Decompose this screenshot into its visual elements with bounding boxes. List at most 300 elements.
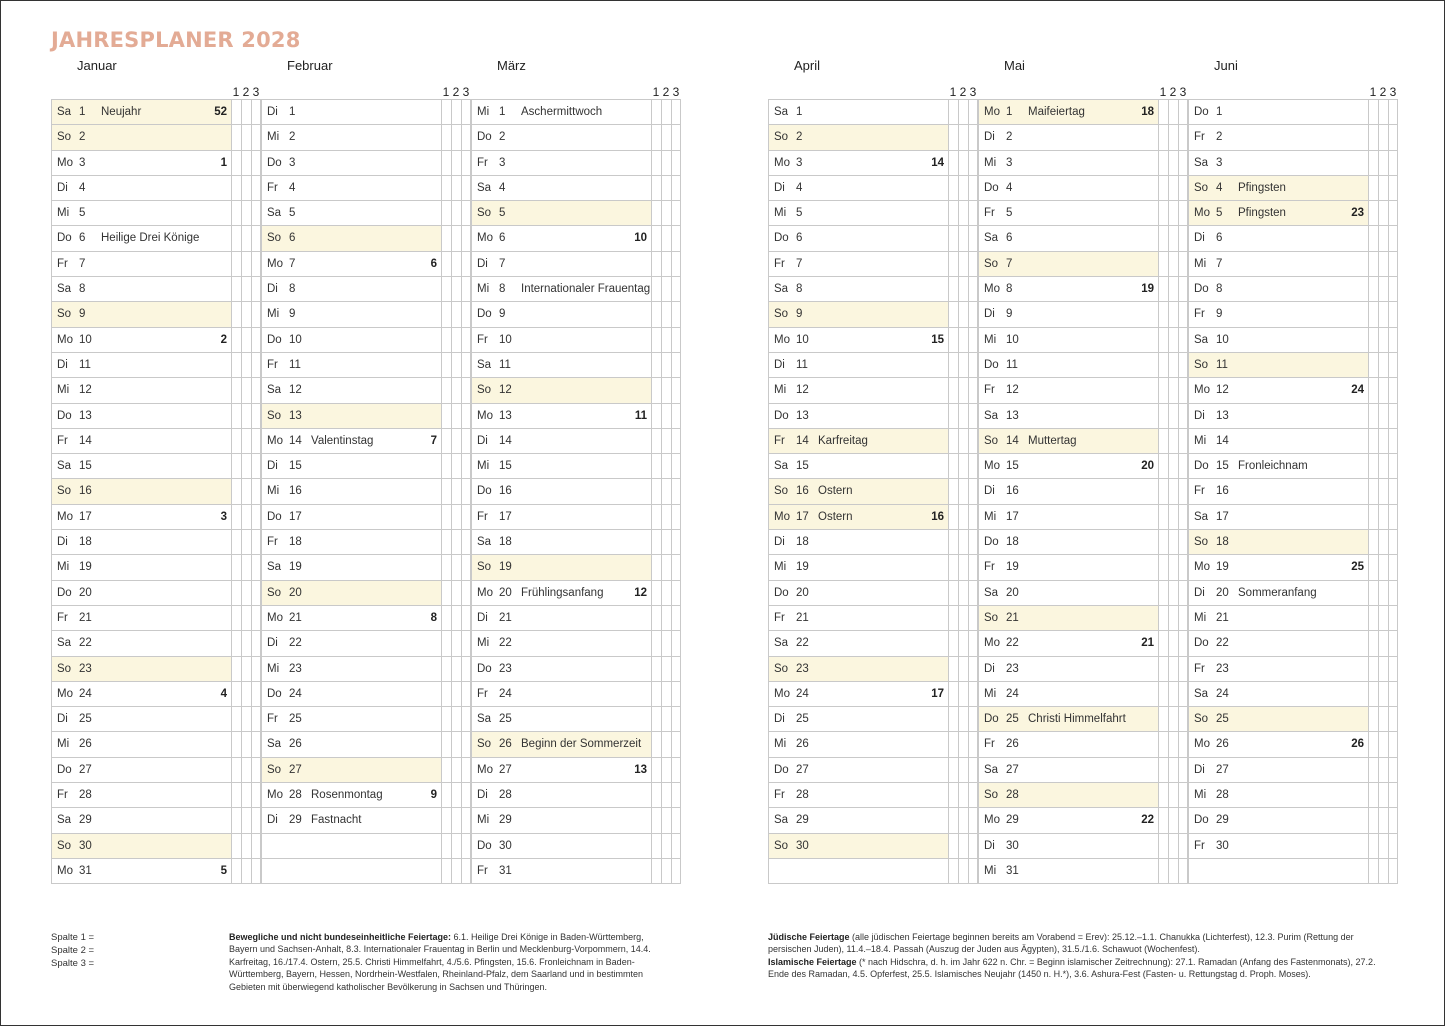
note-column-cell[interactable] — [231, 581, 241, 605]
note-column-cell[interactable] — [451, 859, 461, 883]
note-column-cell[interactable] — [251, 151, 261, 175]
note-column-cell[interactable] — [451, 404, 461, 428]
day-cell[interactable] — [51, 378, 231, 402]
note-column-cell[interactable] — [441, 176, 451, 200]
note-column-cell[interactable] — [1388, 100, 1398, 124]
day-cell[interactable] — [978, 151, 1158, 175]
note-column-cell[interactable] — [651, 353, 661, 377]
day-cell[interactable] — [261, 834, 441, 858]
note-column-cell[interactable] — [958, 555, 968, 579]
note-column-cell[interactable] — [461, 378, 471, 402]
note-column-cell[interactable] — [241, 859, 251, 883]
note-column-cell[interactable] — [231, 125, 241, 149]
note-column-cell[interactable] — [1158, 555, 1168, 579]
note-column-cell[interactable] — [461, 479, 471, 503]
note-column-cell[interactable] — [661, 252, 671, 276]
note-column-cell[interactable] — [251, 454, 261, 478]
note-column-cell[interactable] — [451, 834, 461, 858]
note-column-cell[interactable] — [1368, 834, 1378, 858]
note-column-cell[interactable] — [958, 454, 968, 478]
day-cell[interactable] — [768, 682, 948, 706]
note-column-cell[interactable] — [661, 328, 671, 352]
note-column-cell[interactable] — [1178, 783, 1188, 807]
note-column-cell[interactable] — [1168, 707, 1178, 731]
note-column-cell[interactable] — [251, 859, 261, 883]
note-column-cell[interactable] — [661, 707, 671, 731]
note-column-cell[interactable] — [948, 151, 958, 175]
day-cell[interactable] — [768, 758, 948, 782]
day-cell[interactable] — [978, 353, 1158, 377]
note-column-cell[interactable] — [1388, 176, 1398, 200]
note-column-cell[interactable] — [1388, 581, 1398, 605]
note-column-cell[interactable] — [1168, 454, 1178, 478]
day-cell[interactable] — [978, 834, 1158, 858]
note-column-cell[interactable] — [958, 682, 968, 706]
note-column-cell[interactable] — [651, 631, 661, 655]
note-column-cell[interactable] — [948, 555, 958, 579]
note-column-cell[interactable] — [441, 783, 451, 807]
day-cell[interactable] — [768, 808, 948, 832]
note-column-cell[interactable] — [231, 151, 241, 175]
note-column-cell[interactable] — [968, 353, 978, 377]
note-column-cell[interactable] — [958, 834, 968, 858]
note-column-cell[interactable] — [651, 707, 661, 731]
day-cell[interactable] — [261, 707, 441, 731]
note-column-cell[interactable] — [968, 834, 978, 858]
note-column-cell[interactable] — [958, 201, 968, 225]
note-column-cell[interactable] — [1368, 479, 1378, 503]
day-cell[interactable] — [768, 151, 948, 175]
note-column-cell[interactable] — [441, 404, 451, 428]
note-column-cell[interactable] — [451, 454, 461, 478]
note-column-cell[interactable] — [461, 657, 471, 681]
day-cell[interactable] — [1188, 353, 1368, 377]
note-column-cell[interactable] — [948, 530, 958, 554]
note-column-cell[interactable] — [958, 631, 968, 655]
note-column-cell[interactable] — [671, 479, 681, 503]
note-column-cell[interactable] — [251, 631, 261, 655]
day-cell[interactable] — [261, 479, 441, 503]
note-column-cell[interactable] — [1168, 429, 1178, 453]
day-cell[interactable] — [51, 176, 231, 200]
note-column-cell[interactable] — [231, 404, 241, 428]
note-column-cell[interactable] — [241, 151, 251, 175]
note-column-cell[interactable] — [661, 100, 671, 124]
note-column-cell[interactable] — [451, 758, 461, 782]
note-column-cell[interactable] — [948, 732, 958, 756]
day-cell[interactable] — [978, 555, 1158, 579]
note-column-cell[interactable] — [651, 302, 661, 326]
note-column-cell[interactable] — [651, 378, 661, 402]
note-column-cell[interactable] — [671, 808, 681, 832]
note-column-cell[interactable] — [651, 125, 661, 149]
day-cell[interactable] — [978, 631, 1158, 655]
note-column-cell[interactable] — [441, 606, 451, 630]
note-column-cell[interactable] — [1378, 479, 1388, 503]
day-cell[interactable] — [471, 530, 651, 554]
day-cell[interactable] — [261, 581, 441, 605]
note-column-cell[interactable] — [661, 201, 671, 225]
note-column-cell[interactable] — [671, 859, 681, 883]
note-column-cell[interactable] — [1388, 505, 1398, 529]
note-column-cell[interactable] — [1158, 682, 1168, 706]
day-cell[interactable] — [1188, 555, 1368, 579]
day-cell[interactable] — [978, 859, 1158, 883]
note-column-cell[interactable] — [661, 555, 671, 579]
note-column-cell[interactable] — [441, 505, 451, 529]
note-column-cell[interactable] — [948, 100, 958, 124]
note-column-cell[interactable] — [661, 530, 671, 554]
note-column-cell[interactable] — [651, 555, 661, 579]
note-column-cell[interactable] — [948, 479, 958, 503]
day-cell[interactable] — [51, 555, 231, 579]
note-column-cell[interactable] — [461, 404, 471, 428]
note-column-cell[interactable] — [251, 505, 261, 529]
note-column-cell[interactable] — [671, 505, 681, 529]
note-column-cell[interactable] — [1168, 732, 1178, 756]
note-column-cell[interactable] — [1368, 328, 1378, 352]
note-column-cell[interactable] — [671, 834, 681, 858]
note-column-cell[interactable] — [661, 783, 671, 807]
note-column-cell[interactable] — [958, 404, 968, 428]
note-column-cell[interactable] — [461, 682, 471, 706]
day-cell[interactable] — [471, 151, 651, 175]
day-cell[interactable] — [978, 707, 1158, 731]
note-column-cell[interactable] — [1388, 732, 1398, 756]
note-column-cell[interactable] — [948, 328, 958, 352]
day-cell[interactable] — [1188, 201, 1368, 225]
note-column-cell[interactable] — [1388, 302, 1398, 326]
note-column-cell[interactable] — [1158, 657, 1168, 681]
note-column-cell[interactable] — [251, 302, 261, 326]
note-column-cell[interactable] — [441, 151, 451, 175]
note-column-cell[interactable] — [241, 530, 251, 554]
note-column-cell[interactable] — [958, 530, 968, 554]
note-column-cell[interactable] — [958, 808, 968, 832]
day-cell[interactable] — [261, 151, 441, 175]
note-column-cell[interactable] — [441, 201, 451, 225]
day-cell[interactable] — [51, 252, 231, 276]
note-column-cell[interactable] — [1388, 657, 1398, 681]
note-column-cell[interactable] — [651, 277, 661, 301]
note-column-cell[interactable] — [948, 682, 958, 706]
day-cell[interactable] — [1188, 581, 1368, 605]
note-column-cell[interactable] — [1378, 125, 1388, 149]
note-column-cell[interactable] — [968, 429, 978, 453]
note-column-cell[interactable] — [1168, 783, 1178, 807]
note-column-cell[interactable] — [241, 732, 251, 756]
day-cell[interactable] — [768, 277, 948, 301]
day-cell[interactable] — [768, 100, 948, 124]
note-column-cell[interactable] — [231, 631, 241, 655]
day-cell[interactable] — [978, 302, 1158, 326]
note-column-cell[interactable] — [948, 505, 958, 529]
note-column-cell[interactable] — [968, 302, 978, 326]
note-column-cell[interactable] — [671, 125, 681, 149]
note-column-cell[interactable] — [441, 581, 451, 605]
note-column-cell[interactable] — [1388, 479, 1398, 503]
day-cell[interactable] — [1188, 404, 1368, 428]
note-column-cell[interactable] — [1178, 353, 1188, 377]
note-column-cell[interactable] — [1378, 555, 1388, 579]
note-column-cell[interactable] — [1178, 657, 1188, 681]
note-column-cell[interactable] — [1168, 682, 1178, 706]
note-column-cell[interactable] — [661, 479, 671, 503]
day-cell[interactable] — [471, 631, 651, 655]
day-cell[interactable] — [51, 328, 231, 352]
note-column-cell[interactable] — [1368, 353, 1378, 377]
note-column-cell[interactable] — [451, 100, 461, 124]
note-column-cell[interactable] — [451, 378, 461, 402]
note-column-cell[interactable] — [671, 252, 681, 276]
note-column-cell[interactable] — [441, 125, 451, 149]
note-column-cell[interactable] — [231, 328, 241, 352]
note-column-cell[interactable] — [1368, 226, 1378, 250]
note-column-cell[interactable] — [251, 176, 261, 200]
day-cell[interactable] — [978, 277, 1158, 301]
note-column-cell[interactable] — [1368, 378, 1378, 402]
day-cell[interactable] — [261, 378, 441, 402]
day-cell[interactable] — [1188, 758, 1368, 782]
note-column-cell[interactable] — [1158, 302, 1168, 326]
day-cell[interactable] — [261, 505, 441, 529]
day-cell[interactable] — [471, 353, 651, 377]
note-column-cell[interactable] — [1178, 176, 1188, 200]
day-cell[interactable] — [471, 226, 651, 250]
note-column-cell[interactable] — [958, 378, 968, 402]
note-column-cell[interactable] — [1168, 353, 1178, 377]
note-column-cell[interactable] — [1178, 732, 1188, 756]
note-column-cell[interactable] — [1378, 302, 1388, 326]
note-column-cell[interactable] — [1378, 808, 1388, 832]
day-cell[interactable] — [978, 783, 1158, 807]
note-column-cell[interactable] — [451, 479, 461, 503]
note-column-cell[interactable] — [968, 151, 978, 175]
note-column-cell[interactable] — [1368, 783, 1378, 807]
note-column-cell[interactable] — [1178, 226, 1188, 250]
note-column-cell[interactable] — [968, 530, 978, 554]
day-cell[interactable] — [1188, 125, 1368, 149]
note-column-cell[interactable] — [231, 732, 241, 756]
note-column-cell[interactable] — [968, 277, 978, 301]
day-cell[interactable] — [978, 657, 1158, 681]
note-column-cell[interactable] — [1368, 505, 1378, 529]
day-cell[interactable] — [471, 657, 651, 681]
day-cell[interactable] — [978, 682, 1158, 706]
day-cell[interactable] — [768, 404, 948, 428]
note-column-cell[interactable] — [958, 252, 968, 276]
note-column-cell[interactable] — [461, 581, 471, 605]
note-column-cell[interactable] — [968, 100, 978, 124]
note-column-cell[interactable] — [1168, 176, 1178, 200]
note-column-cell[interactable] — [1178, 252, 1188, 276]
note-column-cell[interactable] — [1178, 125, 1188, 149]
note-column-cell[interactable] — [671, 404, 681, 428]
note-column-cell[interactable] — [231, 277, 241, 301]
note-column-cell[interactable] — [461, 808, 471, 832]
note-column-cell[interactable] — [461, 277, 471, 301]
note-column-cell[interactable] — [441, 378, 451, 402]
note-column-cell[interactable] — [251, 581, 261, 605]
note-column-cell[interactable] — [661, 631, 671, 655]
day-cell[interactable] — [1188, 277, 1368, 301]
day-cell[interactable] — [1188, 100, 1368, 124]
day-cell[interactable] — [471, 783, 651, 807]
note-column-cell[interactable] — [441, 707, 451, 731]
day-cell[interactable] — [978, 808, 1158, 832]
day-cell[interactable] — [978, 505, 1158, 529]
note-column-cell[interactable] — [1168, 859, 1178, 883]
day-cell[interactable] — [768, 859, 948, 883]
note-column-cell[interactable] — [461, 530, 471, 554]
note-column-cell[interactable] — [251, 783, 261, 807]
day-cell[interactable] — [768, 505, 948, 529]
note-column-cell[interactable] — [451, 277, 461, 301]
note-column-cell[interactable] — [461, 328, 471, 352]
day-cell[interactable] — [978, 226, 1158, 250]
note-column-cell[interactable] — [1368, 201, 1378, 225]
note-column-cell[interactable] — [671, 732, 681, 756]
day-cell[interactable] — [1188, 454, 1368, 478]
day-cell[interactable] — [1188, 631, 1368, 655]
day-cell[interactable] — [51, 732, 231, 756]
day-cell[interactable] — [261, 859, 441, 883]
day-cell[interactable] — [978, 758, 1158, 782]
day-cell[interactable] — [261, 252, 441, 276]
note-column-cell[interactable] — [671, 530, 681, 554]
note-column-cell[interactable] — [1368, 581, 1378, 605]
note-column-cell[interactable] — [1178, 859, 1188, 883]
note-column-cell[interactable] — [1388, 353, 1398, 377]
note-column-cell[interactable] — [251, 226, 261, 250]
note-column-cell[interactable] — [968, 732, 978, 756]
note-column-cell[interactable] — [231, 201, 241, 225]
day-cell[interactable] — [51, 404, 231, 428]
note-column-cell[interactable] — [1178, 682, 1188, 706]
note-column-cell[interactable] — [661, 808, 671, 832]
note-column-cell[interactable] — [461, 302, 471, 326]
note-column-cell[interactable] — [1158, 404, 1168, 428]
day-cell[interactable] — [768, 125, 948, 149]
note-column-cell[interactable] — [1158, 808, 1168, 832]
note-column-cell[interactable] — [441, 834, 451, 858]
note-column-cell[interactable] — [231, 682, 241, 706]
day-cell[interactable] — [51, 429, 231, 453]
note-column-cell[interactable] — [651, 581, 661, 605]
day-cell[interactable] — [51, 100, 231, 124]
note-column-cell[interactable] — [968, 176, 978, 200]
note-column-cell[interactable] — [651, 530, 661, 554]
note-column-cell[interactable] — [1388, 606, 1398, 630]
note-column-cell[interactable] — [651, 682, 661, 706]
note-column-cell[interactable] — [451, 530, 461, 554]
day-cell[interactable] — [1188, 252, 1368, 276]
note-column-cell[interactable] — [968, 758, 978, 782]
note-column-cell[interactable] — [441, 808, 451, 832]
note-column-cell[interactable] — [1158, 226, 1168, 250]
day-cell[interactable] — [51, 783, 231, 807]
note-column-cell[interactable] — [251, 378, 261, 402]
day-cell[interactable] — [768, 631, 948, 655]
note-column-cell[interactable] — [441, 682, 451, 706]
note-column-cell[interactable] — [461, 758, 471, 782]
note-column-cell[interactable] — [1368, 530, 1378, 554]
day-cell[interactable] — [1188, 378, 1368, 402]
note-column-cell[interactable] — [1158, 732, 1168, 756]
note-column-cell[interactable] — [948, 834, 958, 858]
day-cell[interactable] — [768, 479, 948, 503]
note-column-cell[interactable] — [948, 302, 958, 326]
note-column-cell[interactable] — [1368, 252, 1378, 276]
note-column-cell[interactable] — [251, 682, 261, 706]
note-column-cell[interactable] — [441, 353, 451, 377]
note-column-cell[interactable] — [251, 758, 261, 782]
note-column-cell[interactable] — [948, 859, 958, 883]
day-cell[interactable] — [471, 201, 651, 225]
day-cell[interactable] — [1188, 176, 1368, 200]
note-column-cell[interactable] — [661, 176, 671, 200]
note-column-cell[interactable] — [1378, 454, 1388, 478]
note-column-cell[interactable] — [1158, 328, 1168, 352]
note-column-cell[interactable] — [1378, 176, 1388, 200]
note-column-cell[interactable] — [251, 530, 261, 554]
note-column-cell[interactable] — [451, 606, 461, 630]
note-column-cell[interactable] — [651, 151, 661, 175]
note-column-cell[interactable] — [958, 505, 968, 529]
day-cell[interactable] — [978, 454, 1158, 478]
day-cell[interactable] — [768, 353, 948, 377]
day-cell[interactable] — [768, 732, 948, 756]
day-cell[interactable] — [51, 859, 231, 883]
day-cell[interactable] — [768, 834, 948, 858]
day-cell[interactable] — [261, 201, 441, 225]
note-column-cell[interactable] — [451, 151, 461, 175]
day-cell[interactable] — [471, 834, 651, 858]
note-column-cell[interactable] — [671, 429, 681, 453]
note-column-cell[interactable] — [441, 328, 451, 352]
note-column-cell[interactable] — [441, 555, 451, 579]
note-column-cell[interactable] — [671, 581, 681, 605]
note-column-cell[interactable] — [461, 226, 471, 250]
day-cell[interactable] — [51, 581, 231, 605]
note-column-cell[interactable] — [1168, 226, 1178, 250]
note-column-cell[interactable] — [451, 783, 461, 807]
note-column-cell[interactable] — [1388, 252, 1398, 276]
note-column-cell[interactable] — [1378, 378, 1388, 402]
note-column-cell[interactable] — [651, 404, 661, 428]
note-column-cell[interactable] — [1378, 353, 1388, 377]
note-column-cell[interactable] — [241, 631, 251, 655]
note-column-cell[interactable] — [661, 454, 671, 478]
day-cell[interactable] — [51, 606, 231, 630]
note-column-cell[interactable] — [1168, 657, 1178, 681]
note-column-cell[interactable] — [661, 758, 671, 782]
note-column-cell[interactable] — [651, 100, 661, 124]
day-cell[interactable] — [261, 353, 441, 377]
note-column-cell[interactable] — [948, 226, 958, 250]
day-cell[interactable] — [51, 302, 231, 326]
note-column-cell[interactable] — [451, 707, 461, 731]
note-column-cell[interactable] — [241, 555, 251, 579]
note-column-cell[interactable] — [451, 353, 461, 377]
note-column-cell[interactable] — [241, 783, 251, 807]
note-column-cell[interactable] — [1378, 783, 1388, 807]
note-column-cell[interactable] — [1388, 631, 1398, 655]
note-column-cell[interactable] — [958, 783, 968, 807]
note-column-cell[interactable] — [651, 176, 661, 200]
day-cell[interactable] — [1188, 479, 1368, 503]
note-column-cell[interactable] — [651, 505, 661, 529]
